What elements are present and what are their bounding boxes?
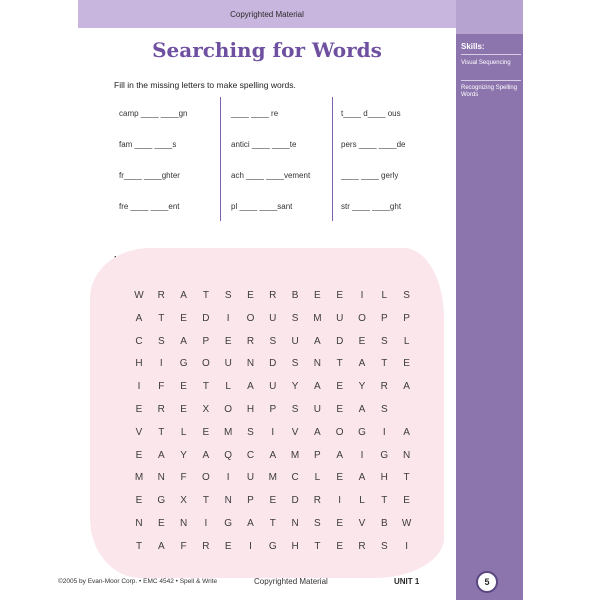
- puzzle-letter[interactable]: L: [180, 426, 187, 438]
- sidebar-top-band: [456, 0, 523, 34]
- puzzle-letter[interactable]: E: [135, 404, 143, 415]
- puzzle-letter[interactable]: S: [314, 518, 321, 529]
- puzzle-letter[interactable]: S: [380, 404, 388, 415]
- puzzle-letter[interactable]: O: [224, 404, 233, 415]
- fill-word: str ____ ____ght: [341, 202, 402, 211]
- puzzle-letter[interactable]: I: [204, 518, 208, 529]
- puzzle-letter[interactable]: E: [224, 540, 232, 552]
- puzzle-letter[interactable]: E: [336, 540, 344, 552]
- puzzle-letter[interactable]: E: [135, 495, 143, 507]
- puzzle-letter[interactable]: R: [157, 290, 165, 301]
- puzzle-letter[interactable]: E: [180, 404, 187, 415]
- puzzle-letter[interactable]: T: [135, 540, 143, 552]
- puzzle-letter[interactable]: T: [381, 495, 388, 507]
- skill-item: Visual Sequencing: [461, 60, 511, 66]
- puzzle-letter[interactable]: I: [338, 495, 342, 507]
- puzzle-letter[interactable]: D: [291, 495, 299, 507]
- puzzle-letter[interactable]: P: [403, 312, 410, 324]
- puzzle-letter[interactable]: A: [247, 518, 254, 529]
- puzzle-letter[interactable]: L: [359, 495, 365, 507]
- puzzle-letter[interactable]: A: [314, 426, 321, 438]
- skills-divider: [461, 54, 521, 55]
- fill-word: ____ ____ gerly: [341, 171, 399, 180]
- puzzle-letter[interactable]: A: [157, 540, 165, 552]
- page-title: Searching for Words: [152, 38, 382, 62]
- puzzle-letter[interactable]: C: [135, 335, 143, 347]
- puzzle-letter[interactable]: F: [180, 472, 187, 484]
- puzzle-letter[interactable]: L: [403, 335, 410, 347]
- puzzle-letter[interactable]: A: [202, 449, 210, 461]
- puzzle-letter[interactable]: X: [180, 495, 187, 507]
- puzzle-letter[interactable]: U: [224, 358, 232, 370]
- puzzle-letter[interactable]: R: [202, 540, 210, 552]
- puzzle-letter[interactable]: V: [358, 518, 366, 529]
- puzzle-letter[interactable]: U: [246, 472, 255, 484]
- puzzle-letter[interactable]: A: [269, 449, 277, 461]
- puzzle-letter[interactable]: E: [135, 449, 143, 461]
- puzzle-letter[interactable]: M: [268, 472, 277, 484]
- puzzle-letter[interactable]: G: [358, 426, 366, 438]
- puzzle-letter[interactable]: N: [246, 358, 255, 370]
- puzzle-letter[interactable]: R: [269, 290, 277, 301]
- puzzle-letter[interactable]: G: [224, 518, 233, 529]
- puzzle-letter[interactable]: A: [157, 449, 165, 461]
- puzzle-letter[interactable]: T: [269, 518, 276, 529]
- puzzle-letter[interactable]: P: [247, 495, 254, 507]
- fill-in-grid: [114, 103, 424, 223]
- puzzle-letter[interactable]: O: [246, 312, 255, 324]
- puzzle-letter[interactable]: T: [202, 495, 209, 507]
- puzzle-letter[interactable]: I: [159, 358, 163, 370]
- puzzle-letter[interactable]: N: [224, 495, 232, 507]
- puzzle-letter[interactable]: U: [291, 335, 299, 347]
- puzzle-letter[interactable]: E: [336, 518, 344, 529]
- puzzle-letter[interactable]: E: [180, 381, 187, 393]
- puzzle-letter[interactable]: Y: [358, 381, 366, 393]
- instruction-fill: Fill in the missing letters to make spelling words.: [114, 80, 296, 90]
- puzzle-letter[interactable]: P: [314, 449, 321, 461]
- fill-word: pers ____ ____de: [341, 140, 406, 149]
- puzzle-letter[interactable]: I: [360, 290, 364, 301]
- column-divider: [332, 97, 333, 221]
- fill-word: t____ d____ ous: [341, 109, 401, 118]
- puzzle-letter[interactable]: I: [249, 540, 252, 552]
- puzzle-letter[interactable]: O: [335, 426, 344, 438]
- puzzle-letter[interactable]: R: [157, 404, 165, 415]
- puzzle-letter[interactable]: B: [380, 518, 388, 529]
- column-divider: [220, 97, 221, 221]
- puzzle-letter[interactable]: F: [180, 540, 187, 552]
- puzzle-letter[interactable]: A: [358, 358, 366, 370]
- puzzle-letter[interactable]: E: [336, 404, 344, 415]
- puzzle-letter[interactable]: L: [314, 472, 321, 484]
- puzzle-letter[interactable]: A: [403, 381, 410, 393]
- footer-copyright: Copyrighted Material: [254, 577, 328, 586]
- puzzle-letter[interactable]: A: [358, 404, 366, 415]
- puzzle-letter[interactable]: H: [291, 540, 299, 552]
- puzzle-letter[interactable]: T: [403, 472, 410, 484]
- puzzle-letter[interactable]: A: [358, 472, 366, 484]
- puzzle-letter[interactable]: E: [269, 495, 277, 507]
- puzzle-letter[interactable]: I: [360, 449, 364, 461]
- puzzle-letter[interactable]: E: [403, 358, 410, 370]
- puzzle-letter[interactable]: I: [226, 312, 230, 324]
- puzzle-letter[interactable]: O: [358, 312, 366, 324]
- fill-word: pl ____ ____sant: [231, 202, 293, 211]
- puzzle-letter[interactable]: S: [403, 290, 410, 301]
- puzzle-letter[interactable]: M: [290, 449, 300, 461]
- puzzle-letter[interactable]: M: [134, 472, 144, 484]
- puzzle-letter[interactable]: A: [314, 381, 321, 393]
- puzzle-letter[interactable]: E: [202, 426, 210, 438]
- puzzle-letter[interactable]: R: [246, 335, 255, 347]
- puzzle-letter[interactable]: U: [336, 312, 344, 324]
- puzzle-letter[interactable]: V: [135, 426, 143, 438]
- puzzle-letter[interactable]: W: [401, 518, 412, 529]
- puzzle-letter[interactable]: I: [226, 472, 230, 484]
- puzzle-letter[interactable]: A: [180, 335, 187, 347]
- skills-sidebar: [456, 0, 523, 600]
- puzzle-letter[interactable]: L: [381, 290, 388, 301]
- top-banner: [78, 0, 456, 28]
- puzzle-letter[interactable]: G: [380, 449, 389, 461]
- footer-credit: ©2005 by Evan-Moor Corp. • EMC 4542 • Spell & Write: [58, 578, 218, 585]
- puzzle-letter[interactable]: U: [313, 404, 321, 415]
- puzzle-letter[interactable]: D: [202, 312, 210, 324]
- puzzle-letter[interactable]: A: [336, 449, 344, 461]
- fill-word: ____ ____ re: [231, 109, 279, 118]
- puzzle-letter[interactable]: P: [380, 312, 388, 324]
- puzzle-letter[interactable]: S: [291, 358, 299, 370]
- puzzle-letter[interactable]: H: [246, 404, 255, 415]
- puzzle-letter[interactable]: G: [268, 540, 277, 552]
- puzzle-letter[interactable]: A: [314, 335, 321, 347]
- puzzle-letter[interactable]: T: [202, 381, 209, 393]
- puzzle-letter[interactable]: S: [291, 404, 299, 415]
- puzzle-letter[interactable]: S: [291, 312, 299, 324]
- puzzle-letter[interactable]: E: [180, 312, 187, 324]
- puzzle-letter[interactable]: A: [180, 290, 187, 301]
- puzzle-letter[interactable]: T: [158, 312, 165, 324]
- puzzle-letter[interactable]: E: [336, 472, 344, 484]
- fill-word: antici ____ ____te: [231, 140, 297, 149]
- puzzle-letter[interactable]: C: [291, 472, 299, 484]
- puzzle-letter[interactable]: N: [179, 518, 188, 529]
- puzzle-letter[interactable]: T: [314, 540, 321, 552]
- puzzle-letter[interactable]: V: [291, 426, 299, 438]
- puzzle-letter[interactable]: S: [157, 335, 165, 347]
- puzzle-letter[interactable]: G: [157, 495, 166, 507]
- puzzle-letter[interactable]: R: [380, 381, 388, 393]
- puzzle-letter[interactable]: T: [158, 426, 165, 438]
- puzzle-letter[interactable]: A: [247, 381, 254, 393]
- puzzle-letter[interactable]: R: [358, 540, 366, 552]
- puzzle-letter[interactable]: O: [202, 358, 210, 370]
- page-number: 5: [476, 571, 498, 593]
- puzzle-letter[interactable]: E: [403, 495, 410, 507]
- puzzle-letter[interactable]: T: [202, 290, 209, 301]
- puzzle-letter[interactable]: W: [134, 290, 144, 301]
- puzzle-letter[interactable]: E: [358, 335, 366, 347]
- puzzle-letter[interactable]: Y: [291, 381, 299, 393]
- puzzle-letter[interactable]: G: [179, 358, 188, 370]
- puzzle-letter[interactable]: D: [336, 335, 344, 347]
- puzzle-letter[interactable]: I: [405, 540, 408, 552]
- puzzle-letter[interactable]: I: [137, 381, 141, 393]
- fill-word: fr____ ____ghter: [119, 171, 180, 180]
- skill-item: Recognizing Spelling Words: [461, 85, 518, 98]
- puzzle-letter[interactable]: M: [313, 312, 322, 324]
- puzzle-letter[interactable]: X: [202, 404, 210, 415]
- puzzle-letter[interactable]: S: [224, 290, 232, 301]
- puzzle-letter[interactable]: O: [202, 472, 210, 484]
- puzzle-letter[interactable]: U: [269, 312, 277, 324]
- puzzle-letter[interactable]: F: [158, 381, 165, 393]
- puzzle-letter[interactable]: T: [381, 358, 388, 370]
- puzzle-letter[interactable]: C: [246, 449, 255, 461]
- fill-word: fam ____ ____s: [119, 140, 177, 149]
- fill-word: ach ____ ____vement: [231, 171, 311, 180]
- puzzle-letter[interactable]: E: [224, 335, 232, 347]
- skills-divider: [461, 80, 521, 81]
- puzzle-letter[interactable]: N: [313, 358, 321, 370]
- puzzle-letter[interactable]: R: [313, 495, 321, 507]
- puzzle-letter[interactable]: H: [380, 472, 388, 484]
- fill-word: camp ____ ____gn: [119, 109, 188, 118]
- puzzle-letter[interactable]: I: [382, 426, 386, 438]
- puzzle-letter[interactable]: S: [380, 540, 388, 552]
- puzzle-letter[interactable]: N: [135, 518, 143, 529]
- puzzle-letter[interactable]: E: [336, 381, 344, 393]
- puzzle-letter[interactable]: Q: [224, 449, 233, 461]
- puzzle-letter[interactable]: E: [314, 290, 321, 301]
- puzzle-letter[interactable]: M: [224, 426, 233, 438]
- puzzle-letter[interactable]: S: [269, 335, 277, 347]
- unit-label: UNIT 1: [394, 577, 420, 586]
- puzzle-letter[interactable]: A: [135, 312, 143, 324]
- puzzle-letter[interactable]: S: [380, 335, 388, 347]
- workbook-page: [58, 0, 523, 600]
- puzzle-letter[interactable]: A: [403, 426, 410, 438]
- puzzle-letter[interactable]: T: [336, 358, 343, 370]
- puzzle-letter[interactable]: B: [291, 290, 299, 301]
- puzzle-letter[interactable]: E: [157, 518, 165, 529]
- puzzle-letter[interactable]: I: [271, 426, 275, 438]
- puzzle-letter[interactable]: U: [269, 381, 277, 393]
- copyright-top: Copyrighted Material: [230, 9, 304, 19]
- puzzle-letter[interactable]: N: [402, 449, 411, 461]
- puzzle-letter[interactable]: D: [269, 358, 277, 370]
- puzzle-letter[interactable]: E: [336, 290, 344, 301]
- puzzle-letter[interactable]: Y: [180, 449, 187, 461]
- puzzle-letter[interactable]: E: [247, 290, 254, 301]
- puzzle-letter[interactable]: P: [202, 335, 210, 347]
- puzzle-letter[interactable]: N: [157, 472, 165, 484]
- puzzle-letter[interactable]: S: [247, 426, 254, 438]
- puzzle-letter[interactable]: L: [225, 381, 231, 393]
- puzzle-letter[interactable]: N: [291, 518, 299, 529]
- puzzle-letter[interactable]: P: [269, 404, 277, 415]
- puzzle-letter[interactable]: H: [135, 358, 143, 370]
- skills-title: Skills:: [461, 42, 485, 51]
- fill-word: fre ____ ____ent: [119, 202, 180, 211]
